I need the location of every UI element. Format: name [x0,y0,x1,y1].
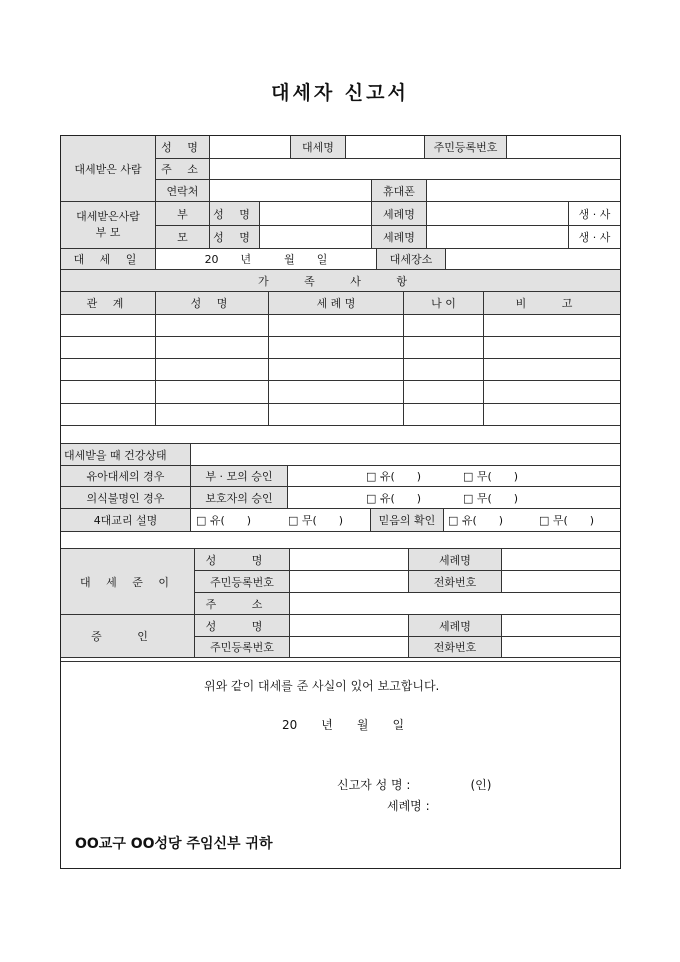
recipient-mobile-label: 휴대폰 [372,180,427,202]
declaration-statement: 위와 같이 대세를 준 사실이 있어 보고합니다. [204,679,440,693]
father-baptismal-name-field[interactable] [427,202,569,226]
declaration-date: 20 년 월 일 [282,718,405,732]
addressee: OO교구 OO성당 주임신부 귀하 [75,836,273,852]
doctrine-options [191,509,371,532]
family-row-1-relation[interactable] [61,315,156,337]
father-label: 부 [156,202,210,226]
guardian-approval-options [288,487,620,509]
baptizer-name-label: 성 명 [195,549,290,571]
health-status-field[interactable] [191,444,620,466]
family-row-4-age[interactable] [404,381,484,404]
family-row-3-baptismal-name[interactable] [269,359,404,381]
witness-rrn-field[interactable] [290,637,409,658]
guardian-approval-yes-checkbox[interactable]: □ 유( ) [366,491,422,505]
family-row-2-relation[interactable] [61,337,156,359]
guardian-approval-no-checkbox[interactable]: □ 무( ) [463,491,519,505]
mother-label: 모 [156,226,210,249]
family-row-2-age[interactable] [404,337,484,359]
family-row-2-name[interactable] [156,337,269,359]
baptizer-address-field[interactable] [290,593,620,615]
family-header-note: 비 고 [484,292,620,315]
baptizer-rrn-label: 주민등록번호 [195,571,290,593]
recipient-mobile-field[interactable] [427,180,620,202]
family-header-name: 성 명 [156,292,269,315]
spacer-row [61,426,620,444]
family-row-5-relation[interactable] [61,404,156,426]
divider-line [61,661,620,662]
family-row-5-note[interactable] [484,404,620,426]
reporter-name-line: 신고자 성 명 : (인) [337,778,492,792]
baptism-place-field[interactable] [446,249,620,270]
family-row-3-name[interactable] [156,359,269,381]
baptizer-address-label: 주 소 [195,593,290,615]
family-section-title: 가 족 사 항 [61,270,620,292]
recipient-rrn-field[interactable] [507,136,620,159]
family-row-5-age[interactable] [404,404,484,426]
family-row-1-name[interactable] [156,315,269,337]
witness-group-label: 증 인 [61,615,195,658]
faith-yes-checkbox[interactable]: □ 유( ) [448,514,504,527]
report-form [60,135,621,869]
father-name-label: 성 명 [210,202,260,226]
baptizer-phone-field[interactable] [502,571,620,593]
family-row-1-baptismal-name[interactable] [269,315,404,337]
family-row-1-note[interactable] [484,315,620,337]
baptism-date-field[interactable]: 20 년 월 일 [156,249,377,270]
baptizer-baptismal-name-label: 세례명 [409,549,502,571]
witness-phone-field[interactable] [502,637,620,658]
witness-baptismal-name-label: 세례명 [409,615,502,637]
family-row-1-age[interactable] [404,315,484,337]
infant-case-label: 유아대세의 경우 [61,466,191,487]
family-row-4-baptismal-name[interactable] [269,381,404,404]
family-row-3-age[interactable] [404,359,484,381]
faith-no-checkbox[interactable]: □ 무( ) [539,514,595,527]
health-status-label: 대세받을 때 건강상태 [61,444,191,466]
baptizer-name-field[interactable] [290,549,409,571]
doctrine-explanation-label: 4대교리 설명 [61,509,191,532]
witness-phone-label: 전화번호 [409,637,502,658]
baptism-date-label: 대 세 일 [61,249,156,270]
family-header-age: 나 이 [404,292,484,315]
recipient-contact-field[interactable] [210,180,372,202]
witness-rrn-label: 주민등록번호 [195,637,290,658]
doctrine-no-checkbox[interactable]: □ 무( ) [288,514,344,527]
baptizer-baptismal-name-field[interactable] [502,549,620,571]
family-header-baptismal-name: 세 례 명 [269,292,404,315]
family-row-5-name[interactable] [156,404,269,426]
father-baptismal-name-label: 세례명 [372,202,427,226]
family-row-2-note[interactable] [484,337,620,359]
family-row-5-baptismal-name[interactable] [269,404,404,426]
family-row-4-name[interactable] [156,381,269,404]
mother-baptismal-name-label: 세례명 [372,226,427,249]
recipient-group-label: 대세받은 사람 [61,136,156,202]
father-status[interactable]: 생 · 사 [569,202,620,226]
family-header-relation: 관 계 [61,292,156,315]
guardian-approval-label: 보호자의 승인 [191,487,288,509]
family-row-4-relation[interactable] [61,381,156,404]
mother-baptismal-name-field[interactable] [427,226,569,249]
mother-name-label: 성 명 [210,226,260,249]
faith-confirmation-label: 믿음의 확인 [371,509,444,532]
witness-name-label: 성 명 [195,615,290,637]
family-row-3-relation[interactable] [61,359,156,381]
father-name-field[interactable] [260,202,372,226]
baptizer-phone-label: 전화번호 [409,571,502,593]
mother-name-field[interactable] [260,226,372,249]
recipient-baptismal-name-field[interactable] [346,136,425,159]
witness-name-field[interactable] [290,615,409,637]
family-row-2-baptismal-name[interactable] [269,337,404,359]
recipient-name-field[interactable] [210,136,291,159]
faith-options [444,509,620,532]
recipient-baptismal-name-label: 대세명 [291,136,346,159]
infant-approval-no-checkbox[interactable]: □ 무( ) [463,470,519,483]
recipient-address-label: 주 소 [156,159,210,180]
spacer-row-2 [61,532,620,549]
family-row-4-note[interactable] [484,381,620,404]
infant-approval-options [288,466,620,487]
doctrine-yes-checkbox[interactable]: □ 유( ) [196,514,252,527]
infant-approval-yes-checkbox[interactable]: □ 유( ) [366,470,422,483]
recipient-name-label: 성 명 [156,136,210,159]
parents-group-label: 대세받은사람 부 모 [61,202,156,249]
family-row-3-note[interactable] [484,359,620,381]
reporter-baptismal-name-line: 세례명 : [387,799,430,813]
recipient-rrn-label: 주민등록번호 [425,136,507,159]
recipient-contact-label: 연락처 [156,180,210,202]
witness-baptismal-name-field[interactable] [502,615,620,637]
page-title: 대세자 신고서 [271,82,409,104]
baptizer-group-label: 대 세 준 이 [61,549,195,615]
baptizer-rrn-field[interactable] [290,571,409,593]
unconscious-case-label: 의식불명인 경우 [61,487,191,509]
baptism-place-label: 대세장소 [377,249,446,270]
parent-approval-label: 부 · 모의 승인 [191,466,288,487]
mother-status[interactable]: 생 · 사 [569,226,620,249]
recipient-address-field[interactable] [210,159,620,180]
